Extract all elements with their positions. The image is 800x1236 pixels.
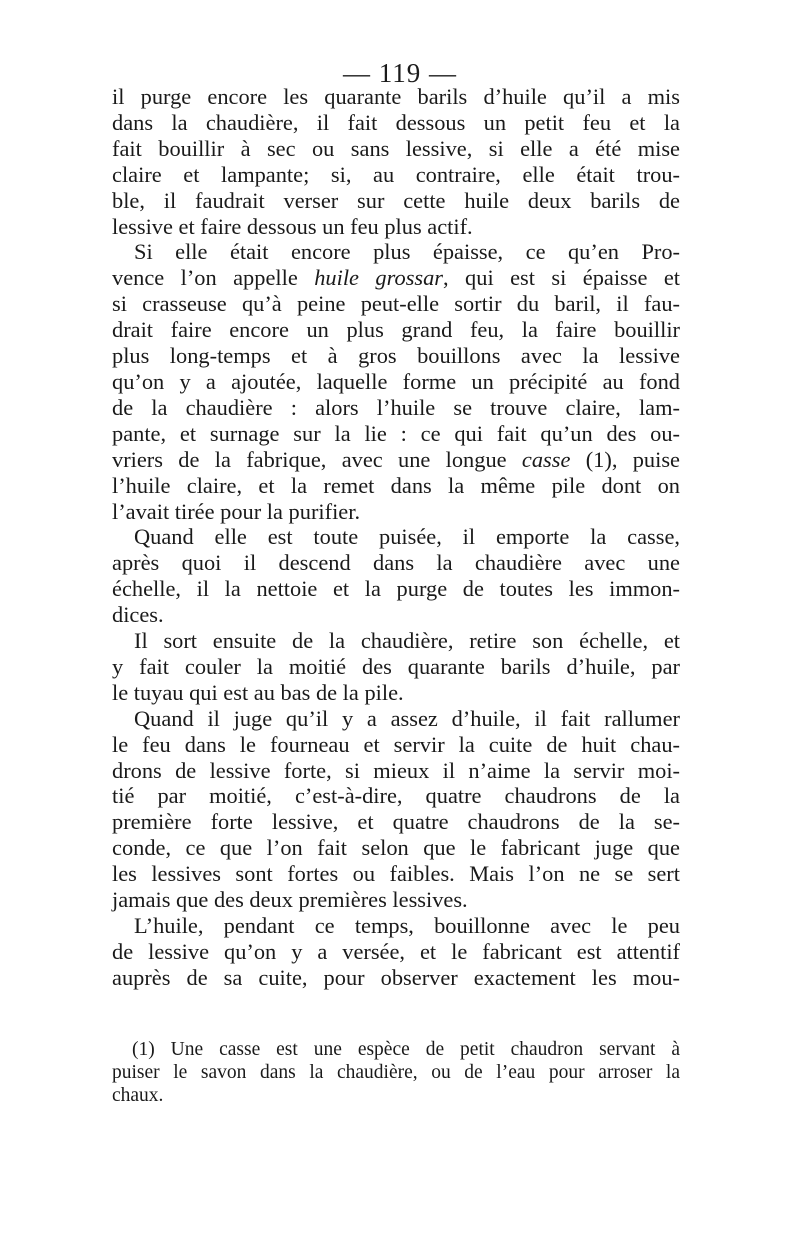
text-line [112,447,680,473]
page-number: — 119 — [343,58,457,88]
text-line: plus long-temps et à gros bouillons avec la lessive [112,343,680,369]
text-line: y fait couler la moitié des quarante barils d’huile, par [112,653,680,679]
footnote-ref: (1), puise [570,446,680,472]
text-line: Si elle était encore plus épaisse, ce qu’en Pro- [134,239,680,265]
text-line: après quoi il descend dans la chaudière avec une [112,550,680,576]
text-line: L’huile, pendant ce temps, bouillonne avec le peu [134,913,680,938]
footnote-line: (1) Une casse est une espèce de petit chaudron servant à [132,1039,680,1060]
text-line: auprès de sa cuite, pour observer exactement les mou- [112,964,680,990]
text-line [112,265,680,291]
text-line: tié par moitié, c’est-à-dire, quatre chaudrons de la [112,783,680,809]
text-line: première forte lessive, et quatre chaudrons de la se- [112,809,680,835]
text-line: pante, et surnage sur la lie : ce qui fait qu’un des ou- [112,420,680,446]
italic-term: huile grossar [314,265,444,291]
text-line: de la chaudière : alors l’huile se trouve claire, lam- [112,394,680,420]
text-line: conde, ce que l’on fait selon que le fabricant juge que [112,835,680,861]
footnote [112,1038,680,1107]
text-line: claire et lampante; si, au contraire, elle était trou- [112,161,680,187]
text-line: il purge encore les quarante barils d’huile qu’il a mis [112,84,680,109]
text-fragment: vriers de la fabrique, avec une longue [112,446,507,472]
text-line: Il sort ensuite de la chaudière, retire son échelle, et [134,628,680,654]
text-line: drait faire encore un plus grand feu, la faire bouillir [112,317,680,343]
text-line: les lessives sont fortes ou faibles. Mais l’on ne se sert [112,861,680,887]
footnote-line: puiser le savon dans la chaudière, ou de l’eau pour arroser la [112,1062,680,1083]
text-line: fait bouillir à sec ou sans lessive, si elle a été mise [112,135,680,161]
italic-term: casse [521,446,571,472]
text-line: ble, il faudrait verser sur cette huile deux barils de [112,187,680,213]
text-line: jamais que des deux premières lessives. [112,887,468,913]
text-line: dans la chaudière, il fait dessous un petit feu et la [112,109,680,135]
text-line: l’huile claire, et la remet dans la même pile dont on [112,472,680,498]
text-line: qu’on y a ajoutée, laquelle forme un précipité au fond [112,368,680,394]
text-line: si crasseuse qu’à peine peut-elle sortir du baril, il fau- [112,291,680,317]
text-line: drons de lessive forte, si mieux il n’aime la servir moi- [112,757,680,783]
body-text [112,84,680,991]
text-fragment: , qui est si épaisse et [443,265,680,291]
text-fragment: vence l’on appelle [112,265,298,291]
text-line: lessive et faire dessous un feu plus actif. [112,213,473,239]
footnote-line: chaux. [112,1085,164,1106]
text-line: de lessive qu’on y a versée, et le fabricant est attentif [112,938,680,964]
text-line: échelle, il la nettoie et la purge de toutes les immon- [112,576,680,602]
text-line: l’avait tirée pour la purifier. [112,498,361,524]
text-line: le feu dans le fourneau et servir la cuite de huit chau- [112,731,680,757]
text-line: dices. [112,602,164,628]
text-line: Quand elle est toute puisée, il emporte la casse, [134,524,680,550]
text-line: le tuyau qui est au bas de la pile. [112,679,404,705]
text-line: Quand il juge qu’il y a assez d’huile, il fait rallumer [134,705,680,731]
